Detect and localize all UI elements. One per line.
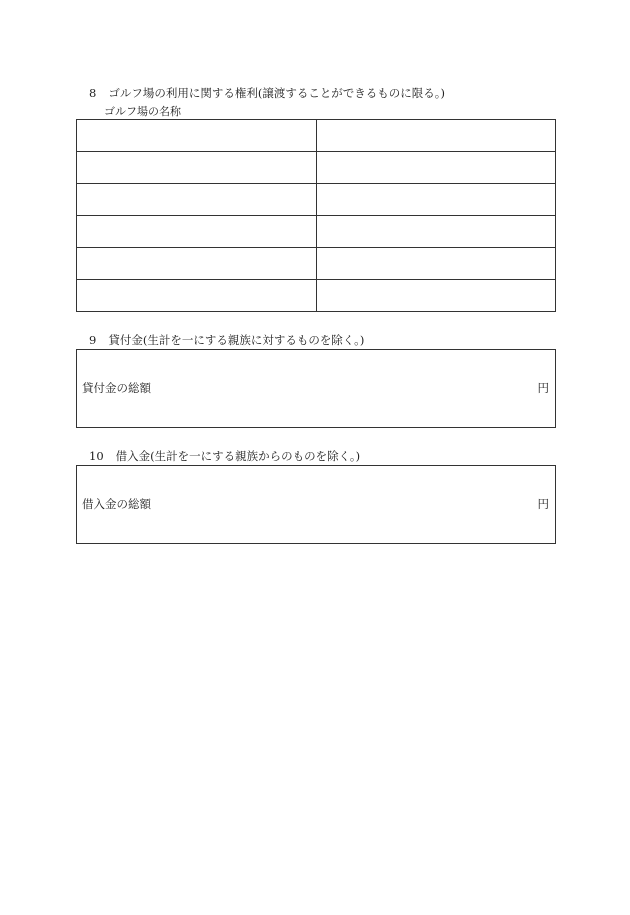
- section-9-heading: [89, 332, 364, 348]
- section-10-number: 10: [89, 449, 104, 463]
- golf-course-name-cell[interactable]: [77, 120, 317, 152]
- table-row: [77, 248, 556, 280]
- golf-course-detail-cell[interactable]: [316, 216, 556, 248]
- section-9-title: 貸付金(生計を一にする親族に対するものを除く。): [108, 333, 365, 347]
- golf-course-name-cell[interactable]: [77, 248, 317, 280]
- golf-course-detail-cell[interactable]: [316, 280, 556, 312]
- golf-course-name-label: ゴルフ場の名称: [104, 105, 181, 118]
- table-row: [77, 152, 556, 184]
- golf-course-detail-cell[interactable]: [316, 184, 556, 216]
- golf-course-name-cell[interactable]: [77, 184, 317, 216]
- loans-receivable-total-label: 貸付金の総額: [82, 381, 151, 395]
- golf-course-name-cell[interactable]: [77, 152, 317, 184]
- borrowings-box[interactable]: [76, 465, 556, 544]
- table-row: [77, 120, 556, 152]
- section-10-heading: [89, 448, 360, 464]
- section-9-number: 9: [89, 333, 97, 347]
- golf-course-name-cell[interactable]: [77, 216, 317, 248]
- section-8-heading: [89, 85, 445, 101]
- golf-course-detail-cell[interactable]: [316, 120, 556, 152]
- golf-course-detail-cell[interactable]: [316, 152, 556, 184]
- golf-rights-table: [76, 119, 556, 312]
- borrowings-total-label: 借入金の総額: [82, 497, 151, 511]
- golf-course-name-cell[interactable]: [77, 280, 317, 312]
- section-8-number: 8: [89, 86, 97, 100]
- golf-course-detail-cell[interactable]: [316, 248, 556, 280]
- loans-receivable-box[interactable]: [76, 349, 556, 428]
- section-8-title: ゴルフ場の利用に関する権利(譲渡することができるものに限る。): [108, 86, 446, 100]
- table-row: [77, 184, 556, 216]
- section-10-title: 借入金(生計を一にする親族からのものを除く。): [115, 449, 361, 463]
- borrowings-yen-unit: 円: [537, 497, 549, 511]
- table-row: [77, 216, 556, 248]
- loans-receivable-yen-unit: 円: [537, 381, 549, 395]
- table-row: [77, 280, 556, 312]
